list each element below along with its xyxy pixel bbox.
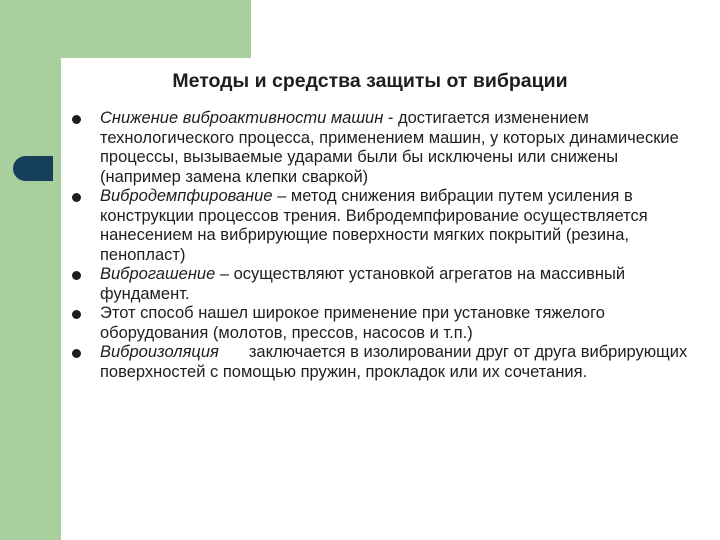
slide-tab-marker <box>13 156 53 181</box>
bullet-item <box>72 187 692 265</box>
bullet-item <box>72 304 692 343</box>
bullet-item <box>72 343 692 382</box>
bullet-dot-icon <box>72 349 81 358</box>
bullet-item <box>72 109 692 187</box>
bullet-dot-icon <box>72 310 81 319</box>
slide-title: Методы и средства защиты от вибрации <box>172 70 568 92</box>
bullet-term: Виброизоляция <box>100 343 219 361</box>
top-green-band <box>0 0 251 58</box>
bullet-item <box>72 265 692 304</box>
bullet-dot-icon <box>72 115 81 124</box>
bullet-term: Снижение виброактивности машин <box>100 109 384 127</box>
bullet-text: Этот способ нашел широкое применение при установке тяжелого оборудования (молотов, прессов, насосов и т.п.) <box>100 304 605 342</box>
bullet-text: заключается в изолировании друг от друга вибрирующих поверхностей с помощью пружин, прокладок или их сочетания. <box>100 343 688 381</box>
bullet-list <box>72 109 692 382</box>
bullet-text: – осуществляют установкой агрегатов на массивный фундамент. <box>100 265 626 303</box>
bullet-dot-icon <box>72 193 81 202</box>
bullet-term: Вибродемпфирование <box>100 187 273 205</box>
bullet-text: - достигается изменением технологического процесса, применением машин, у которых динамические процессы, вызываемые ударами были бы исключены или снижены (например замена клепки сваркой) <box>100 109 679 186</box>
bullet-term: Виброгашение <box>100 265 216 283</box>
bullet-dot-icon <box>72 271 81 280</box>
bullet-text: – метод снижения вибрации путем усиления в конструкции процессов трения. Вибродемпфирование осуществляется нанесением на вибрирующие поверхности мягких покрытий (резина, пенопласт) <box>100 187 648 264</box>
left-green-band <box>0 0 61 540</box>
